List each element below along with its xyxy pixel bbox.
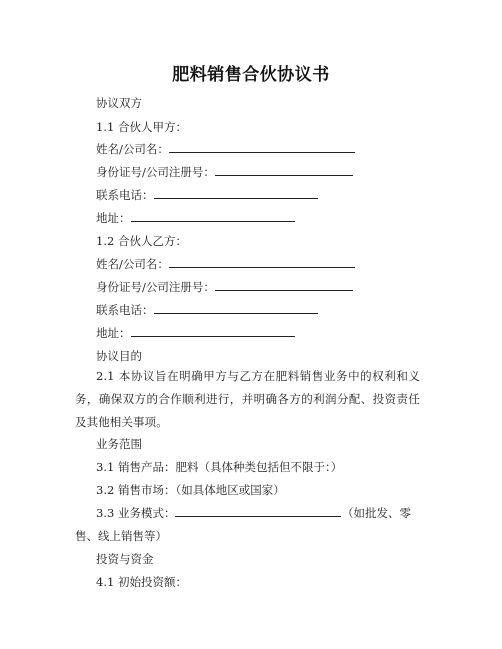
party-b-phone-blank — [154, 302, 318, 314]
scope-product-line: 3.1 销售产品：肥料（具体种类包括但不限于：） — [96, 460, 343, 474]
party-b-address-label: 地址： — [96, 326, 131, 340]
party-a-id-blank — [215, 164, 353, 176]
party-b-name-blank — [169, 256, 355, 268]
investment-initial-line: 4.1 初始投资额： — [96, 575, 187, 589]
party-b-name-line — [96, 256, 355, 272]
party-a-name-line — [96, 141, 355, 157]
party-b-address-blank — [131, 325, 295, 337]
party-b-heading: 1.2 合伙人乙方： — [96, 234, 187, 248]
party-a-heading: 1.1 合伙人甲方： — [96, 120, 187, 134]
section-heading-parties: 协议双方 — [96, 96, 142, 110]
party-b-id-line — [96, 279, 353, 295]
section-heading-investment: 投资与资金 — [96, 552, 154, 566]
party-a-id-line — [96, 164, 353, 180]
party-b-address-line — [96, 325, 295, 341]
scope-model-label: 3.3 业务模式： — [96, 506, 176, 520]
party-a-id-label: 身份证号/公司注册号： — [96, 165, 215, 179]
party-b-phone-line — [96, 302, 318, 318]
section-heading-scope: 业务范围 — [96, 437, 142, 451]
party-b-name-label: 姓名/公司名： — [96, 257, 169, 271]
party-b-phone-label: 联系电话： — [96, 303, 154, 317]
party-a-address-label: 地址： — [96, 211, 131, 225]
scope-market-line: 3.2 销售市场：（如具体地区或国家） — [96, 483, 285, 497]
party-b-id-label: 身份证号/公司注册号： — [96, 280, 215, 294]
party-a-phone-blank — [154, 187, 318, 199]
party-a-address-line — [96, 210, 295, 226]
party-a-name-blank — [169, 141, 355, 153]
party-a-phone-line — [96, 187, 318, 203]
scope-model-hint-b: 售、线上销售等） — [75, 529, 167, 543]
scope-model-hint-a: （如批发、零 — [342, 506, 411, 520]
party-a-address-blank — [131, 210, 295, 222]
purpose-paragraph: 2.1 本协议旨在明确甲方与乙方在肥料销售业务中的权利和义务，确保双方的合作顺利进行，并明确各方的利润分配、投资责任及其他相关事项。 — [75, 369, 420, 429]
document-title: 肥料销售合伙协议书 — [172, 65, 330, 85]
party-a-phone-label: 联系电话： — [96, 188, 154, 202]
party-b-id-blank — [215, 279, 353, 291]
party-a-name-label: 姓名/公司名： — [96, 142, 169, 156]
section-heading-purpose: 协议目的 — [96, 349, 142, 363]
